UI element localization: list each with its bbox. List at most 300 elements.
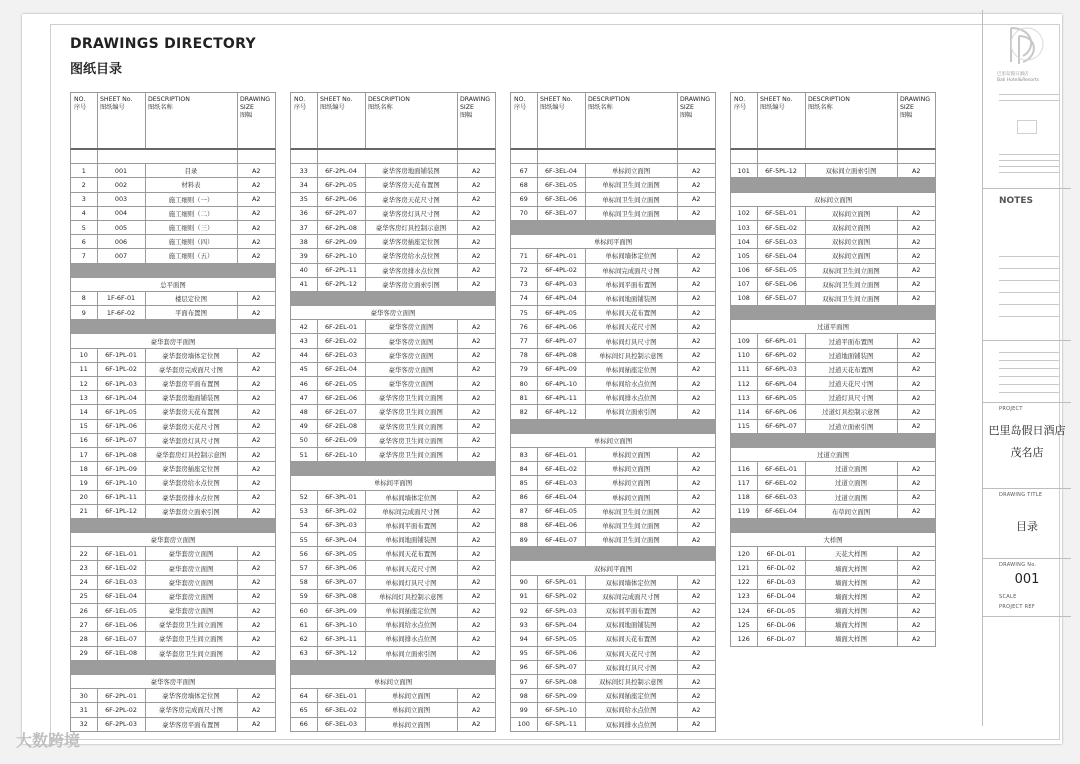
row-no: 82	[511, 405, 537, 419]
row-no: 125	[731, 618, 757, 632]
row-description: 墙面大样图	[805, 604, 897, 618]
row-sheet-no: 6F-2EL-05	[317, 377, 365, 391]
row-no: 48	[291, 405, 317, 419]
row-sheet-no: 6F-DL-06	[757, 618, 805, 632]
row-sheet-no: 6F-3EL-06	[537, 192, 585, 206]
row-description: 过道立面图	[805, 462, 897, 476]
section-heading	[71, 334, 275, 348]
row-no: 67	[511, 164, 537, 178]
row-description: 豪华套房立面图	[145, 589, 237, 603]
table-row	[71, 348, 275, 362]
row-no: 1	[71, 164, 97, 178]
row-size: A2	[677, 391, 715, 405]
row-no: 68	[511, 178, 537, 192]
row-no: 31	[71, 703, 97, 717]
row-no: 49	[291, 419, 317, 433]
row-no: 52	[291, 490, 317, 504]
scale-label: SCALE	[999, 594, 1017, 600]
row-size: A2	[677, 348, 715, 362]
row-description: 单标间插座定位图	[585, 362, 677, 376]
row-no: 10	[71, 348, 97, 362]
row-sheet-no: 6F-5PL-08	[537, 674, 585, 688]
row-sheet-no: 6F-DL-07	[757, 632, 805, 646]
row-description: 双标间立面图	[805, 249, 897, 263]
row-sheet-no: 6F-1PL-02	[97, 362, 145, 376]
row-size: A2	[457, 263, 495, 277]
row-no: 21	[71, 504, 97, 518]
section-heading	[291, 674, 495, 688]
row-no: 55	[291, 533, 317, 547]
row-description: 天花大样图	[805, 547, 897, 561]
row-sheet-no: 6F-5PL-09	[537, 689, 585, 703]
row-no: 85	[511, 476, 537, 490]
section-heading-label: 单标间平面图	[291, 476, 495, 490]
row-sheet-no: 6F-1EL-05	[97, 604, 145, 618]
row-sheet-no: 6F-5EL-02	[757, 220, 805, 234]
table-row	[291, 490, 495, 504]
row-sheet-no: 6F-3PL-05	[317, 547, 365, 561]
table-row	[731, 334, 935, 348]
row-sheet-no: 6F-4PL-06	[537, 320, 585, 334]
row-no: 111	[731, 362, 757, 376]
table-row	[291, 178, 495, 192]
row-sheet-no: 6F-2PL-08	[317, 220, 365, 234]
row-no: 113	[731, 391, 757, 405]
row-description: 豪华客房插座定位图	[365, 235, 457, 249]
row-no: 75	[511, 306, 537, 320]
row-size: A2	[237, 405, 275, 419]
row-no: 37	[291, 220, 317, 234]
table-row	[291, 348, 495, 362]
table-row	[511, 249, 715, 263]
row-description: 豪华套房卫生间立面图	[145, 646, 237, 660]
row-description: 双标间灯具尺寸图	[585, 660, 677, 674]
row-sheet-no: 6F-4EL-02	[537, 462, 585, 476]
row-sheet-no: 6F-5PL-10	[537, 703, 585, 717]
row-sheet-no: 6F-4PL-02	[537, 263, 585, 277]
table-row	[291, 235, 495, 249]
table-row	[291, 433, 495, 447]
row-description: 双标间完成面尺寸图	[585, 589, 677, 603]
row-size: A2	[237, 632, 275, 646]
header-no: NO. 序号	[74, 96, 87, 111]
row-no: 61	[291, 618, 317, 632]
table-row	[71, 235, 275, 249]
table-row	[731, 476, 935, 490]
row-no: 35	[291, 192, 317, 206]
row-sheet-no: 005	[97, 220, 145, 234]
row-description: 单标间卫生间立面图	[585, 192, 677, 206]
table-row	[511, 490, 715, 504]
header-description: DESCRIPTION 图纸名称	[148, 96, 190, 111]
row-sheet-no: 6F-4EL-01	[537, 447, 585, 461]
row-sheet-no: 6F-4PL-10	[537, 377, 585, 391]
row-no: 99	[511, 703, 537, 717]
row-description: 豪华客房灯具控制示意图	[365, 220, 457, 234]
table-row	[291, 192, 495, 206]
row-sheet-no: 6F-5PL-02	[537, 589, 585, 603]
table-row	[511, 277, 715, 291]
row-size: A2	[897, 220, 935, 234]
row-size: A2	[457, 348, 495, 362]
section-separator	[71, 660, 275, 674]
row-no: 123	[731, 589, 757, 603]
row-size: A2	[677, 291, 715, 305]
table-row	[731, 419, 935, 433]
row-size: A2	[897, 604, 935, 618]
row-sheet-no: 1F-6F-02	[97, 306, 145, 320]
row-no: 78	[511, 348, 537, 362]
row-sheet-no: 6F-DL-04	[757, 589, 805, 603]
row-sheet-no: 6F-2EL-03	[317, 348, 365, 362]
row-sheet-no: 6F-1PL-12	[97, 504, 145, 518]
row-no: 4	[71, 206, 97, 220]
table-row	[511, 377, 715, 391]
row-sheet-no: 003	[97, 192, 145, 206]
row-sheet-no: 6F-DL-03	[757, 575, 805, 589]
row-sheet-no: 6F-4EL-05	[537, 504, 585, 518]
table-row	[71, 206, 275, 220]
section-separator	[291, 291, 495, 305]
row-sheet-no: 6F-6PL-05	[757, 391, 805, 405]
table-row	[511, 391, 715, 405]
table-row	[71, 405, 275, 419]
row-sheet-no: 6F-2PL-06	[317, 192, 365, 206]
page-title-en: DRAWINGS DIRECTORY	[70, 36, 256, 52]
table-row	[291, 518, 495, 532]
row-description: 单标间立面图	[365, 689, 457, 703]
row-sheet-no: 6F-1PL-08	[97, 447, 145, 461]
row-sheet-no: 6F-4PL-09	[537, 362, 585, 376]
row-size: A2	[897, 476, 935, 490]
row-no: 81	[511, 391, 537, 405]
table-row	[291, 547, 495, 561]
table-row	[291, 320, 495, 334]
table-row	[71, 377, 275, 391]
table-row	[291, 405, 495, 419]
row-sheet-no: 6F-2PL-03	[97, 717, 145, 731]
row-no: 121	[731, 561, 757, 575]
row-description: 豪华客房立面图	[365, 362, 457, 376]
row-size: A2	[457, 632, 495, 646]
table-row	[71, 178, 275, 192]
table-row	[71, 575, 275, 589]
row-sheet-no: 6F-1EL-02	[97, 561, 145, 575]
row-description: 单标间立面图	[365, 717, 457, 731]
table-row	[511, 689, 715, 703]
directory-column-3	[510, 92, 716, 732]
row-description: 双标间插座定位图	[585, 689, 677, 703]
table-row	[511, 291, 715, 305]
table-row	[71, 604, 275, 618]
project-name-line2: 茂名店	[1010, 446, 1044, 459]
row-size: A2	[237, 490, 275, 504]
row-size: A2	[897, 419, 935, 433]
table-row	[511, 518, 715, 532]
section-heading-label: 大样图	[731, 533, 935, 547]
row-no: 93	[511, 618, 537, 632]
table-row	[731, 164, 935, 178]
row-size: A2	[237, 391, 275, 405]
row-size: A2	[897, 575, 935, 589]
row-no: 90	[511, 575, 537, 589]
table-row	[511, 589, 715, 603]
row-description: 豪华套房给水点位图	[145, 476, 237, 490]
table-row	[511, 192, 715, 206]
table-row	[731, 263, 935, 277]
section-separator	[731, 518, 935, 532]
row-description: 豪华客房灯具尺寸图	[365, 206, 457, 220]
row-sheet-no: 6F-4PL-05	[537, 306, 585, 320]
row-description: 豪华客房卫生间立面图	[365, 419, 457, 433]
directory-column-4	[730, 92, 936, 647]
row-size: A2	[237, 348, 275, 362]
row-size: A2	[897, 377, 935, 391]
row-description: 过道灯具尺寸图	[805, 391, 897, 405]
row-description: 墙面大样图	[805, 561, 897, 575]
row-no: 80	[511, 377, 537, 391]
section-heading-label: 豪华套房平面图	[71, 334, 275, 348]
table-row	[71, 391, 275, 405]
row-no: 104	[731, 235, 757, 249]
table-row	[731, 249, 935, 263]
row-sheet-no: 6F-1PL-07	[97, 433, 145, 447]
table-row	[71, 490, 275, 504]
row-description: 单标间卫生间立面图	[585, 533, 677, 547]
row-description: 豪华套房立面图	[145, 561, 237, 575]
table-row	[291, 206, 495, 220]
row-description: 施工细则（一）	[145, 192, 237, 206]
row-size: A2	[897, 362, 935, 376]
row-sheet-no: 6F-4PL-07	[537, 334, 585, 348]
row-description: 双标间卫生间立面图	[805, 277, 897, 291]
table-row	[731, 206, 935, 220]
row-no: 56	[291, 547, 317, 561]
row-size: A2	[677, 192, 715, 206]
table-row	[511, 306, 715, 320]
project-ref-label: PROJECT REF	[999, 604, 1036, 610]
row-description: 单标间立面图	[585, 462, 677, 476]
row-no: 119	[731, 504, 757, 518]
row-size: A2	[897, 589, 935, 603]
section-separator	[731, 178, 935, 192]
row-description: 双标间立面图	[805, 235, 897, 249]
row-size: A2	[237, 447, 275, 461]
table-row	[71, 476, 275, 490]
row-size: A2	[897, 206, 935, 220]
row-no: 89	[511, 533, 537, 547]
row-description: 双标间卫生间立面图	[805, 263, 897, 277]
table-row	[291, 533, 495, 547]
section-separator	[71, 263, 275, 277]
row-description: 豪华套房立面图	[145, 575, 237, 589]
row-description: 双标间墙体定位图	[585, 575, 677, 589]
row-no: 41	[291, 277, 317, 291]
row-size: A2	[237, 589, 275, 603]
row-sheet-no: 6F-2EL-10	[317, 447, 365, 461]
section-separator	[291, 462, 495, 476]
row-size: A2	[677, 618, 715, 632]
row-sheet-no: 6F-2EL-06	[317, 391, 365, 405]
section-heading	[291, 476, 495, 490]
row-size: A2	[237, 291, 275, 305]
row-no: 17	[71, 447, 97, 461]
row-description: 过道立面索引图	[805, 419, 897, 433]
row-size: A2	[457, 575, 495, 589]
column-header	[730, 92, 936, 150]
row-no: 22	[71, 547, 97, 561]
row-description: 单标间插座定位图	[365, 604, 457, 618]
table-row	[731, 220, 935, 234]
row-sheet-no: 6F-3EL-01	[317, 689, 365, 703]
row-description: 豪华套房立面索引图	[145, 504, 237, 518]
row-size: A2	[677, 362, 715, 376]
row-description: 双标间天花尺寸图	[585, 646, 677, 660]
row-size: A2	[897, 164, 935, 178]
row-sheet-no: 6F-5PL-04	[537, 618, 585, 632]
row-size: A2	[457, 164, 495, 178]
section-separator	[511, 547, 715, 561]
row-size: A2	[237, 419, 275, 433]
row-no: 70	[511, 206, 537, 220]
row-no: 45	[291, 362, 317, 376]
row-description: 单标间立面索引图	[585, 405, 677, 419]
table-row	[511, 504, 715, 518]
row-sheet-no: 6F-4PL-12	[537, 405, 585, 419]
row-sheet-no: 6F-1PL-10	[97, 476, 145, 490]
row-no: 97	[511, 674, 537, 688]
row-sheet-no: 6F-2PL-09	[317, 235, 365, 249]
row-sheet-no: 6F-3PL-09	[317, 604, 365, 618]
row-no: 44	[291, 348, 317, 362]
table-row	[291, 391, 495, 405]
row-size: A2	[897, 462, 935, 476]
badge-mark-icon	[1017, 120, 1037, 134]
row-size: A2	[237, 618, 275, 632]
table-row	[71, 419, 275, 433]
row-description: 墙面大样图	[805, 589, 897, 603]
row-size: A2	[457, 391, 495, 405]
table-row	[71, 433, 275, 447]
row-size: A2	[457, 206, 495, 220]
project-label: PROJECT	[999, 406, 1023, 412]
row-no: 12	[71, 377, 97, 391]
table-row	[71, 717, 275, 731]
row-sheet-no: 6F-1EL-04	[97, 589, 145, 603]
directory-table	[731, 150, 935, 647]
row-sheet-no: 6F-3PL-01	[317, 490, 365, 504]
table-row	[731, 618, 935, 632]
row-description: 墙面大样图	[805, 632, 897, 646]
row-size: A2	[897, 249, 935, 263]
row-no: 76	[511, 320, 537, 334]
row-size: A2	[677, 703, 715, 717]
section-heading	[71, 533, 275, 547]
row-description: 豪华套房灯具尺寸图	[145, 433, 237, 447]
row-sheet-no: 6F-6PL-04	[757, 377, 805, 391]
table-row	[291, 263, 495, 277]
table-row	[291, 632, 495, 646]
row-size: A2	[457, 334, 495, 348]
row-description: 双标间灯具控制示意图	[585, 674, 677, 688]
row-no: 73	[511, 277, 537, 291]
row-description: 平面布置图	[145, 306, 237, 320]
row-no: 69	[511, 192, 537, 206]
row-no: 2	[71, 178, 97, 192]
drawing-no-label: DRAWING No.	[999, 562, 1037, 568]
table-row	[71, 220, 275, 234]
row-no: 115	[731, 419, 757, 433]
row-no: 29	[71, 646, 97, 660]
row-size: A2	[897, 263, 935, 277]
table-row	[731, 277, 935, 291]
row-no: 102	[731, 206, 757, 220]
row-size: A2	[457, 235, 495, 249]
row-description: 豪华客房立面图	[365, 320, 457, 334]
row-description: 材料表	[145, 178, 237, 192]
row-size: A2	[457, 249, 495, 263]
row-sheet-no: 6F-2PL-10	[317, 249, 365, 263]
row-sheet-no: 6F-2EL-07	[317, 405, 365, 419]
row-no: 6	[71, 235, 97, 249]
row-sheet-no: 6F-1PL-05	[97, 405, 145, 419]
directory-column-2	[290, 92, 496, 732]
row-description: 过道立面图	[805, 490, 897, 504]
table-row	[291, 220, 495, 234]
section-heading	[511, 561, 715, 575]
row-size: A2	[237, 547, 275, 561]
row-description: 豪华套房卫生间立面图	[145, 618, 237, 632]
row-size: A2	[677, 632, 715, 646]
project-name-line1: 巴里岛假日酒店	[988, 424, 1066, 437]
row-size: A2	[677, 447, 715, 461]
row-size: A2	[677, 575, 715, 589]
table-row	[511, 348, 715, 362]
row-sheet-no: 007	[97, 249, 145, 263]
row-no: 5	[71, 220, 97, 234]
row-sheet-no: 6F-2EL-01	[317, 320, 365, 334]
watermark-text: 大数跨境	[16, 731, 81, 750]
row-sheet-no: 6F-3PL-04	[317, 533, 365, 547]
row-description: 豪华客房立面索引图	[365, 277, 457, 291]
row-size: A2	[677, 334, 715, 348]
row-size: A2	[237, 476, 275, 490]
table-row	[511, 533, 715, 547]
row-size: A2	[237, 646, 275, 660]
row-sheet-no: 6F-1EL-06	[97, 618, 145, 632]
section-heading-label: 双标间平面图	[511, 561, 715, 575]
table-row	[71, 561, 275, 575]
row-sheet-no: 6F-6EL-02	[757, 476, 805, 490]
row-sheet-no: 6F-1EL-08	[97, 646, 145, 660]
row-size: A2	[457, 377, 495, 391]
row-no: 62	[291, 632, 317, 646]
row-no: 33	[291, 164, 317, 178]
row-size: A2	[677, 377, 715, 391]
table-row	[71, 306, 275, 320]
table-row	[291, 419, 495, 433]
row-description: 双标间排水点位图	[585, 717, 677, 731]
table-row	[511, 674, 715, 688]
section-heading-label: 单标间平面图	[511, 235, 715, 249]
section-heading	[731, 320, 935, 334]
row-size: A2	[237, 235, 275, 249]
table-row	[731, 291, 935, 305]
row-sheet-no: 6F-2PL-02	[97, 703, 145, 717]
row-description: 单标间墙体定位图	[585, 249, 677, 263]
row-no: 16	[71, 433, 97, 447]
table-row	[71, 547, 275, 561]
